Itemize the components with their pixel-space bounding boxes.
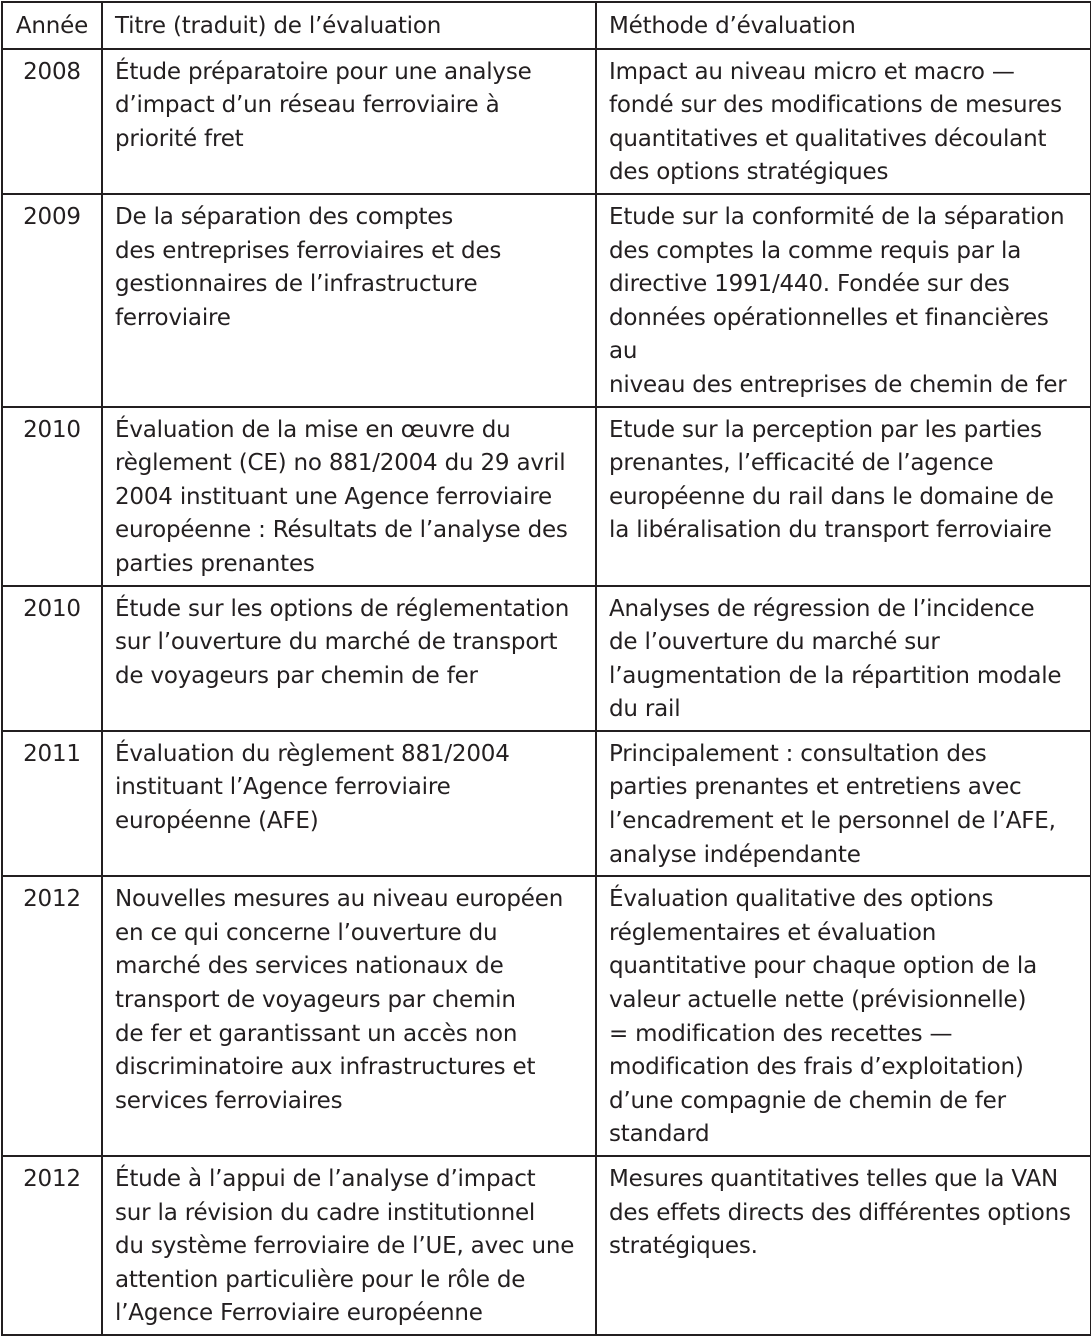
header-year: Année	[2, 2, 102, 49]
title-text: Étude à l’appui de l’analyse d’impact sur la révision du cadre institutionnel du système ferroviaire de l’UE, avec une attention particulière pour le rôle de l’Agence Ferroviaire européenne	[115, 1166, 575, 1327]
method-cell	[596, 876, 1091, 1156]
year-text: 2010	[23, 416, 81, 443]
title-cell	[102, 586, 596, 731]
method-cell	[596, 194, 1091, 407]
title-text: Évaluation de la mise en œuvre du règlement (CE) no 881/2004 du 29 avril 2004 instituant une Agence ferroviaire européenne : Résultats de l’analyse des parties prenantes	[115, 416, 568, 577]
title-cell	[102, 731, 596, 876]
table-row	[2, 1156, 1091, 1335]
table-header	[2, 2, 1091, 49]
title-text: Étude préparatoire pour une analyse d’impact d’un réseau ferroviaire à priorité fret	[115, 58, 532, 152]
title-cell	[102, 407, 596, 586]
method-text: Impact au niveau micro et macro — fondé sur des modifications de mesures quantitatives et qualitatives découlant des options stratégiques	[609, 58, 1062, 186]
year-text: 2009	[23, 203, 81, 230]
method-cell	[596, 586, 1091, 731]
table-row	[2, 49, 1091, 194]
title-text: Nouvelles mesures au niveau européen en ce qui concerne l’ouverture du marché des services nationaux de transport de voyageurs par chemin de fer et garantissant un accès non discriminatoire aux infrastructures et services ferroviaires	[115, 886, 564, 1114]
method-cell	[596, 731, 1091, 876]
year-cell	[2, 407, 102, 586]
table-row	[2, 876, 1091, 1156]
method-cell	[596, 1156, 1091, 1335]
table-row	[2, 731, 1091, 876]
header-method: Méthode d’évaluation	[596, 2, 1091, 49]
year-cell	[2, 731, 102, 876]
method-cell	[596, 49, 1091, 194]
year-text: 2012	[23, 886, 81, 913]
method-text: Principalement : consultation des parties prenantes et entretiens avec l’encadrement et le personnel de l’AFE, analyse indépendante	[609, 740, 1056, 868]
year-cell	[2, 1156, 102, 1335]
title-cell	[102, 1156, 596, 1335]
year-text: 2010	[23, 595, 81, 622]
header-title: Titre (traduit) de l’évaluation	[102, 2, 596, 49]
year-cell	[2, 586, 102, 731]
table-row	[2, 194, 1091, 407]
method-text: Analyses de régression de l’incidence de l’ouverture du marché sur l’augmentation de la répartition modale du rail	[609, 595, 1062, 723]
table-row	[2, 407, 1091, 586]
evaluation-table	[1, 1, 1091, 1336]
method-text: Etude sur la perception par les parties prenantes, l’efficacité de l’agence européenne du rail dans le domaine de la libéralisation du transport ferroviaire	[609, 416, 1054, 544]
title-cell	[102, 876, 596, 1156]
table-body	[2, 49, 1091, 1335]
method-text: Mesures quantitatives telles que la VAN des effets directs des différentes options stratégiques.	[609, 1166, 1071, 1260]
year-cell	[2, 194, 102, 407]
method-cell	[596, 407, 1091, 586]
year-text: 2012	[23, 1166, 81, 1192]
year-cell	[2, 49, 102, 194]
year-text: 2011	[23, 740, 81, 767]
method-text: Etude sur la conformité de la séparation des comptes la comme requis par la directive 1991/440. Fondée sur des données opérationnelles et financières au niveau des entreprises de chemin de fer	[609, 203, 1067, 398]
year-cell	[2, 876, 102, 1156]
title-cell	[102, 49, 596, 194]
year-text: 2008	[23, 58, 81, 85]
title-text: Étude sur les options de réglementation sur l’ouverture du marché de transport de voyageurs par chemin de fer	[115, 595, 570, 689]
header-row	[2, 2, 1091, 49]
table-row	[2, 586, 1091, 731]
title-text: De la séparation des comptes des entreprises ferroviaires et des gestionnaires de l’infrastructure ferroviaire	[115, 203, 502, 331]
title-cell	[102, 194, 596, 407]
title-text: Évaluation du règlement 881/2004 instituant l’Agence ferroviaire européenne (AFE)	[115, 740, 510, 835]
method-text: Évaluation qualitative des options réglementaires et évaluation quantitative pour chaque option de la valeur actuelle nette (prévisionnelle) = modification des recettes — modification des frais d’exploitation) d’une compagnie de chemin de fer standard	[609, 886, 1038, 1148]
